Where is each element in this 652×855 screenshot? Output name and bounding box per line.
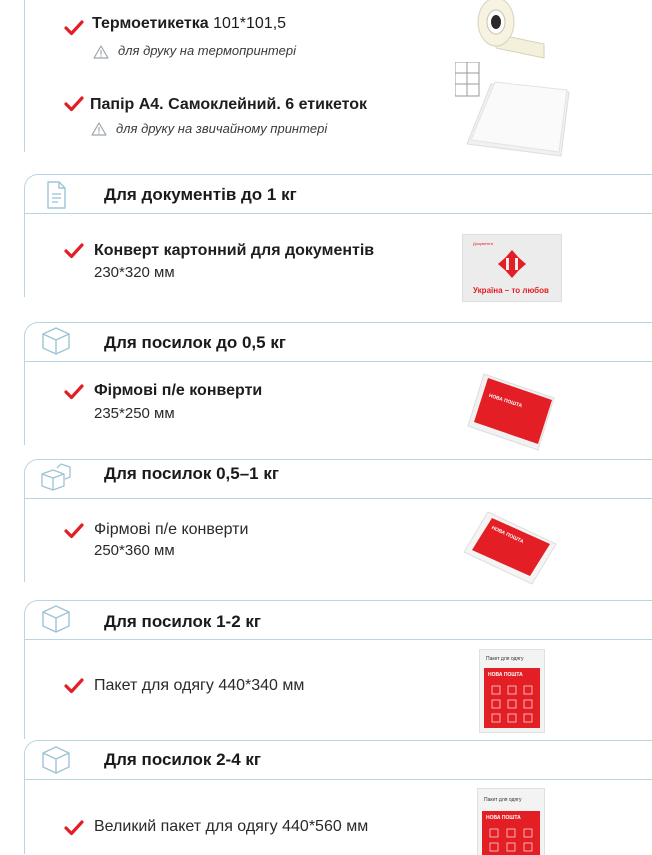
warning-icon bbox=[93, 45, 109, 59]
item-size: 230*320 мм bbox=[94, 264, 175, 281]
section-divider bbox=[24, 639, 652, 640]
section-title: Для посилок 2-4 кг bbox=[104, 750, 261, 769]
poly-envelope-image: НОВА ПОШТА bbox=[466, 370, 558, 454]
warning-icon bbox=[91, 122, 107, 136]
item-note: для друку на термопринтері bbox=[118, 43, 297, 58]
section-border-left bbox=[24, 779, 25, 854]
section-border-left bbox=[24, 361, 25, 445]
section-divider bbox=[24, 213, 652, 214]
item-title: Конверт картонний для документів bbox=[94, 242, 375, 259]
thermal-label-roll-image bbox=[470, 0, 550, 60]
check-icon bbox=[64, 523, 84, 539]
clothing-bag-image: Пакет для одягу НОВА ПОШТА bbox=[479, 649, 545, 733]
section-divider bbox=[24, 779, 652, 780]
item-size: 250*360 мм bbox=[94, 542, 175, 559]
section-border-left bbox=[24, 639, 25, 739]
check-icon bbox=[64, 96, 84, 112]
boxes-icon bbox=[40, 462, 72, 492]
box-icon bbox=[40, 745, 72, 775]
section-title: Для посилок 1-2 кг bbox=[104, 612, 261, 631]
item-title: Папір А4. Самоклейний. 6 етикеток bbox=[90, 96, 368, 113]
item-size: 235*250 мм bbox=[94, 405, 175, 422]
check-icon bbox=[64, 820, 84, 836]
check-icon bbox=[64, 243, 84, 259]
item-title: Термоетикетка 101*101,5 bbox=[92, 15, 287, 32]
cardboard-envelope-image: Документи Україна – то любов bbox=[462, 234, 562, 302]
section-title: Для посилок до 0,5 кг bbox=[104, 333, 286, 352]
a4-label-sheet-image bbox=[455, 62, 575, 160]
section-divider bbox=[24, 498, 652, 499]
item-title: Фірмові п/е конверти bbox=[94, 382, 263, 399]
item-title: Пакет для одягу 440*340 мм bbox=[94, 677, 305, 694]
section-divider bbox=[24, 361, 652, 362]
document-icon bbox=[40, 180, 72, 210]
large-clothing-bag-image: Пакет для одягу НОВА ПОШТА bbox=[477, 788, 545, 855]
box-icon bbox=[40, 326, 72, 356]
section-border-left bbox=[24, 0, 25, 152]
box-icon bbox=[40, 604, 72, 634]
section-border-left bbox=[24, 213, 25, 297]
check-icon bbox=[64, 20, 84, 36]
section-title: Для посилок 0,5–1 кг bbox=[104, 464, 279, 483]
check-icon bbox=[64, 384, 84, 400]
check-icon bbox=[64, 678, 84, 694]
item-title: Фірмові п/е конверти bbox=[94, 521, 249, 538]
item-title: Великий пакет для одягу 440*560 мм bbox=[94, 818, 369, 835]
poly-envelope-image: НОВА ПОШТА bbox=[462, 510, 558, 586]
item-note: для друку на звичайному принтері bbox=[116, 121, 328, 136]
section-border-left bbox=[24, 498, 25, 582]
section-title: Для документів до 1 кг bbox=[104, 185, 297, 204]
